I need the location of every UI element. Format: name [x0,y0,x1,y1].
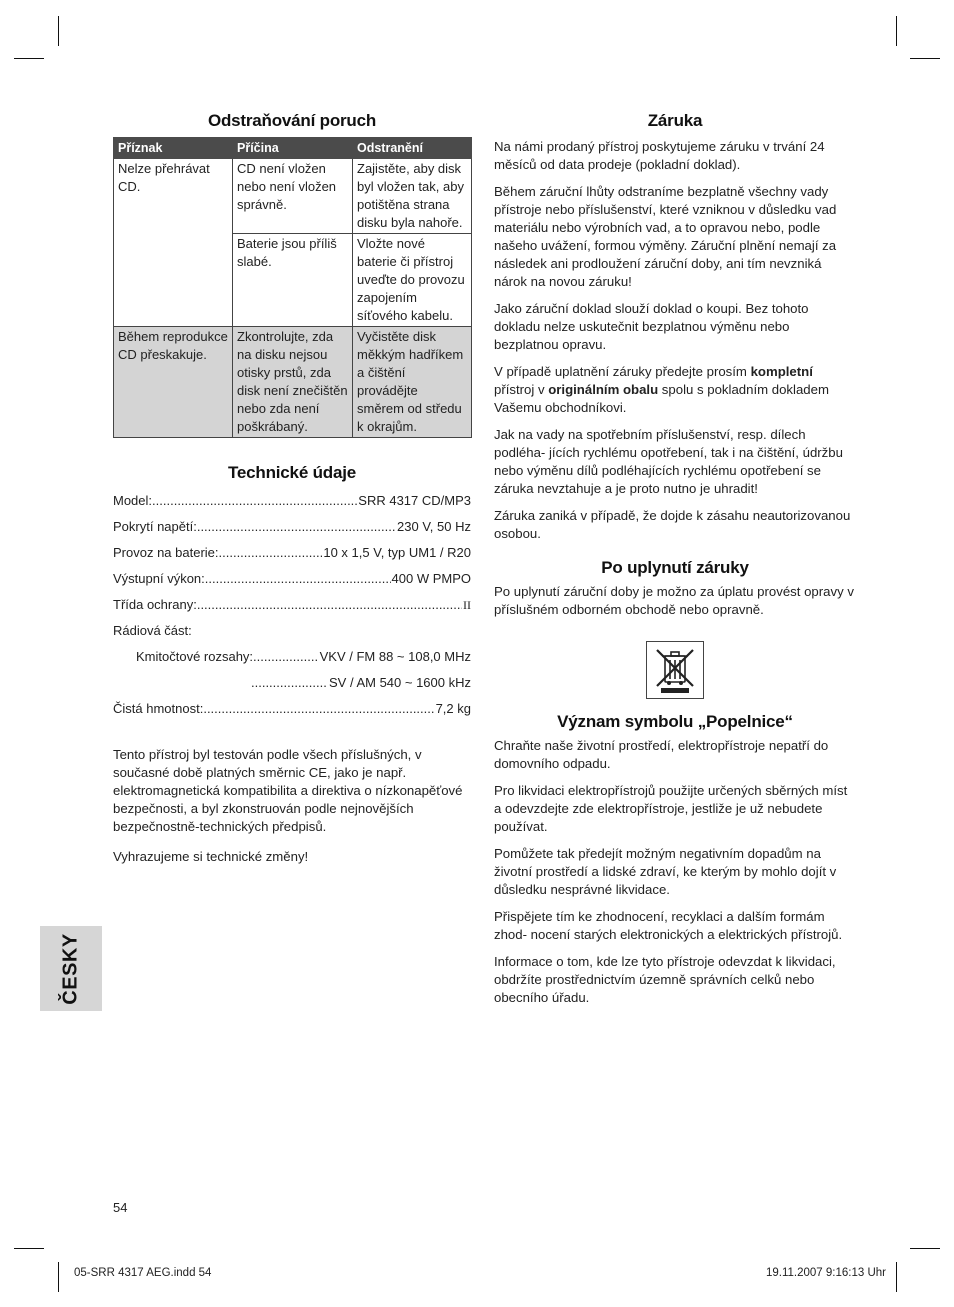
troubleshooting-table [113,137,472,438]
specs-title: Technické údaje [227,463,356,482]
language-tab [40,926,102,1011]
after-warranty-paragraph: Po uplynutí záruční doby je možno za úplatu provést opravy v příslušném odborném obchodě nebo opravně. [494,584,854,617]
spec-model: Model: ..... SRR 4317 CD/MP3 [113,492,471,518]
after-warranty-title: Po uplynutí záruky [601,558,749,577]
crop-mark [14,1248,44,1249]
warranty-paragraph: Během záruční lhůty odstraníme bezplatně všechny vady přístroje nebo příslušenství, které vzniknou v důsledku vad materiálu nebo výrobních vad, a to opravou nebo, podle našeho uvážení, formou výměny. Záruční plnění nemají za následek ani prodloužení záruční doby, ani tím nevzniká nárok na novou záruku! [494,184,837,289]
spec-weight: Čistá hmotnost: ..... 7,2 kg [113,700,471,726]
bin-symbol-title: Význam symbolu „Popelnice“ [557,712,793,731]
crossed-bin-icon [646,641,704,699]
symptom-cell: Nelze přehrávat CD. [114,159,233,327]
crop-mark [910,58,940,59]
spec-frequency: Kmitočtové rozsahy: ..... VKV / FM 88 ~ 108,0 MHz [113,648,471,674]
header-remedy: Odstranění [353,138,472,159]
bin-paragraph: Přispějete tím ke zhodnocení, recyklaci a dalším formám zhod- nocení starých elektronických a elektrických přístrojů. [494,909,843,942]
symptom-cell: Během reprodukce CD přeskakuje. [114,327,233,438]
cause-cell: CD není vložen nebo není vložen správně. [233,159,353,234]
page-number: 54 [113,1200,128,1215]
cause-cell: Zkontrolujte, zda na disku nejsou otisky prstů, zda disk není znečištěn nebo zda není poškrábaný. [233,327,353,438]
bin-paragraph: Chraňte naše životní prostředí, elektropřístroje nepatří do domovního odpadu. [494,738,829,771]
header-symptom: Příznak [114,138,233,159]
right-column [494,108,856,1016]
reserve-text: Vyhrazujeme si technické změny! [113,849,309,864]
table-row [114,159,472,234]
warranty-paragraph: Jak na vady na spotřebním příslušenství, resp. dílech podléha- jících rychlému opotřebení, tak i na čištění, údržbu nebo výměnu dílů podléhajících rychlému opotřebení se záruka nevztahuje a je proto nutno je uhradit! [494,427,843,496]
table-row [114,327,472,438]
language-tab-label: ČESKY [59,933,82,1005]
spec-output: Výstupní výkon: ..... 400 W PMPO [113,570,471,596]
spec-voltage: Pokrytí napětí: ..... 230 V, 50 Hz [113,518,471,544]
bin-paragraph: Informace o tom, kde lze tyto přístroje odevzdat k likvidaci, obdržíte prostřednictvím územně správních celků nebo obecního úřadu. [494,954,836,1005]
remedy-cell: Vložte nové baterie či přístroj uveďte do provozu zapojením síťového kabelu. [353,234,472,327]
troubleshooting-title: Odstraňování poruch [207,111,377,130]
spec-class: Třída ochrany: ..... II [113,596,471,622]
crop-mark [58,16,59,46]
compliance-text: Tento přístroj byl testován podle všech příslušných, v současné době platných směrnic CE, jako je např. elektromagnetická kompatibilita a direktiva o nízkonapěťové bezpečnosti, a byl zkonstruován podle nejnovějších bezpečnostně-technických předpisů. [113,747,463,834]
slug-timestamp: 19.11.2007 9:16:13 Uhr [766,1267,886,1279]
crop-mark [14,58,44,59]
crop-mark [910,1248,940,1249]
left-column [113,108,471,875]
cause-cell: Baterie jsou příliš slabé. [233,234,353,327]
warranty-paragraph: Na námi prodaný přístroj poskytujeme záruku v trvání 24 měsíců od data prodeje (pokladní doklad). [494,139,825,172]
spec-frequency-am: ..... SV / AM 540 ~ 1600 kHz [113,674,471,700]
warranty-paragraph: Záruka zaniká v případě, že dojde k zásahu neautorizovanou osobou. [494,508,851,541]
slug-filename: 05-SRR 4317 AEG.indd 54 [74,1267,212,1279]
remedy-cell: Vyčistěte disk měkkým hadříkem a čištění provádějte směrem od středu k okrajům. [353,327,472,438]
header-cause: Příčina [233,138,353,159]
bin-paragraph: Pro likvidaci elektropřístrojů použijte určených sběrných míst a odevzdejte zde elektropřístroje, jestliže je už nebudete používat. [494,783,848,834]
crop-mark [896,16,897,46]
crop-mark [896,1262,897,1292]
warranty-title: Záruka [647,111,703,130]
warranty-paragraph: V případě uplatnění záruky předejte prosím kompletní přístroj v originálním obalu spolu s pokladním dokladem Vašemu obchodníkovi. [494,364,829,415]
spec-radio: Rádiová část: [113,623,192,638]
remedy-cell: Zajistěte, aby disk byl vložen tak, aby potištěna strana disku byla nahoře. [353,159,472,234]
warranty-paragraph: Jako záruční doklad slouží doklad o koupi. Bez tohoto dokladu nelze uskutečnit bezplatnou výměnu nebo bezplatnou opravu. [494,301,809,352]
bin-paragraph: Pomůžete tak předejít možným negativním dopadům na životní prostředí a lidské zdraví, ke kterým by mohlo dojít v důsledku nesprávné likvidace. [494,846,837,897]
crop-mark [58,1262,59,1292]
spec-battery: Provoz na baterie: ..... 10 x 1,5 V, typ UM1 / R20 [113,544,471,570]
